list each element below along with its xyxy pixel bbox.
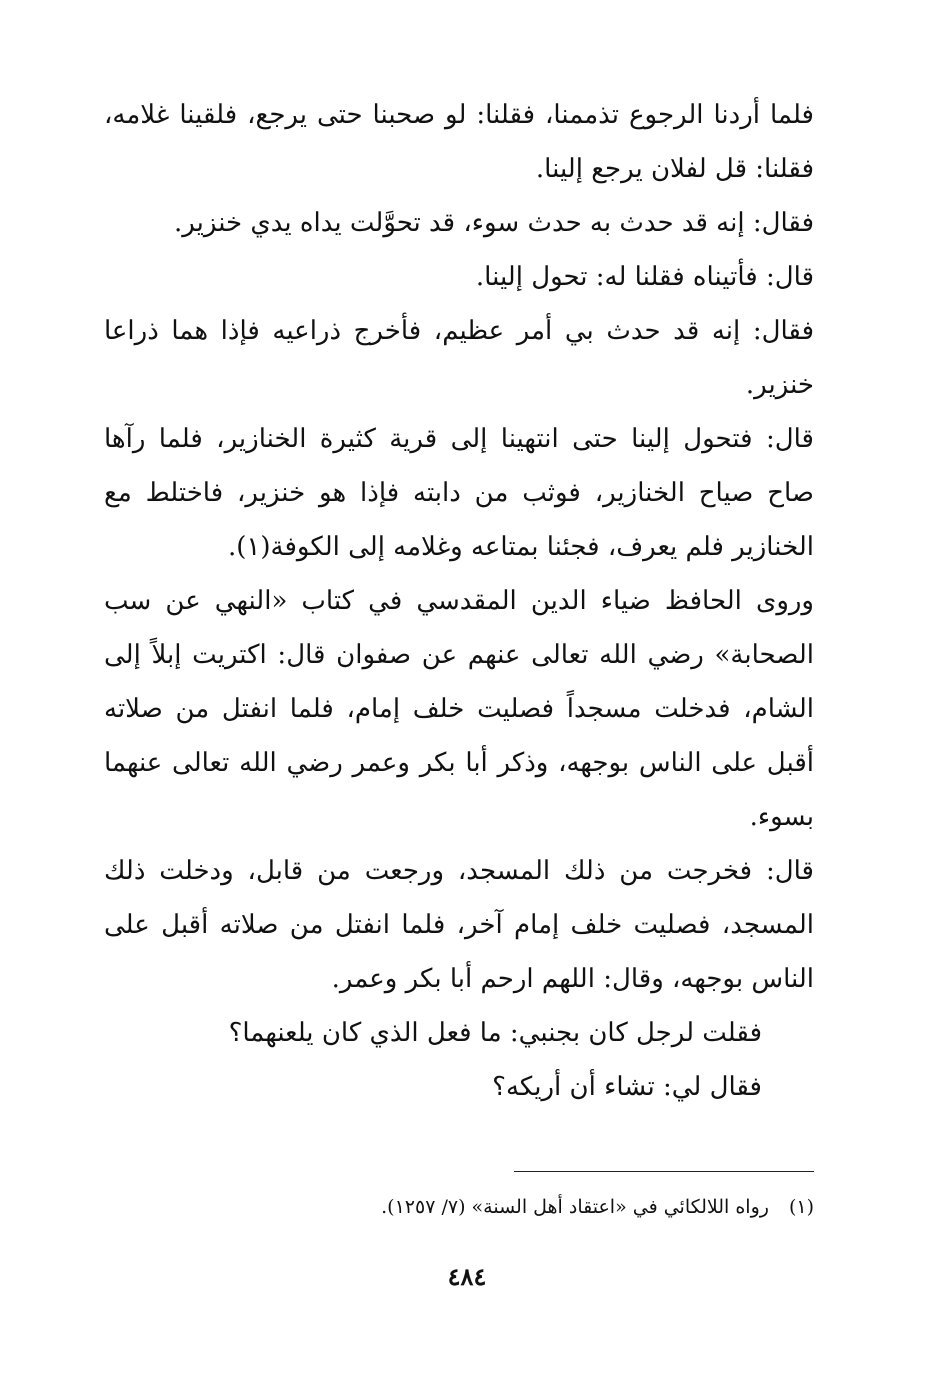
- paragraph-2: فقال: إنه قد حدث به حدث سوء، قد تحوَّلت يداه يدي خنزير.: [174, 208, 814, 238]
- paragraph-1: فلما أردنا الرجوع تذممنا، فقلنا: لو صحبنا حتى يرجع، فلقينا غلامه، فقلنا: قل لفلان يرجع إلينا.: [104, 100, 814, 184]
- paragraph-5: قال: فتحول إلينا حتى انتهينا إلى قرية كثيرة الخنازير، فلما رآها صاح صياح الخنازير، فوثب من دابته فإذا هو خنزير، فاختلط مع الخنازير فلم يعرف، فجئنا بمتاعه وغلامه إلى الكوفة(١).: [104, 424, 814, 562]
- paragraph-3: قال: فأتيناه فقلنا له: تحول إلينا.: [475, 262, 814, 292]
- paragraph-4: فقال: إنه قد حدث بي أمر عظيم، فأخرج ذراعيه فإذا هما ذراعا خنزير.: [104, 316, 814, 400]
- paragraph-7: قال: فخرجت من ذلك المسجد، ورجعت من قابل، ودخلت ذلك المسجد، فصليت خلف إمام آخر، فلما انفتل من صلاته أقبل على الناس بوجهه، وقال: اللهم ارحم أبا بكر وعمر.: [104, 856, 814, 994]
- footnote-number: (١): [788, 1196, 814, 1218]
- footnote: [104, 1192, 814, 1222]
- paragraph-6: وروى الحافظ ضياء الدين المقدسي في كتاب «النهي عن سب الصحابة» رضي الله تعالى عنهم عن صفوان قال: اكتريت إبلاً إلى الشام، فدخلت مسجداً فصليت خلف إمام، فلما انفتل من صلاته أقبل على الناس بوجهه، وذكر أبا بكر وعمر رضي الله تعالى عنهما بسوء.: [104, 586, 814, 832]
- main-text: [104, 88, 814, 1114]
- paragraph-9: فقال لي: تشاء أن أريكه؟: [492, 1072, 762, 1102]
- page-number: ٤٨٤: [447, 1262, 487, 1291]
- paragraph-8: فقلت لرجل كان بجنبي: ما فعل الذي كان يلعنهما؟: [228, 1018, 762, 1048]
- footnote-text: رواه اللالكائي في «اعتقاد أهل السنة» (٧/ ١٢٥٧).: [381, 1196, 769, 1218]
- footnote-divider: [514, 1171, 814, 1172]
